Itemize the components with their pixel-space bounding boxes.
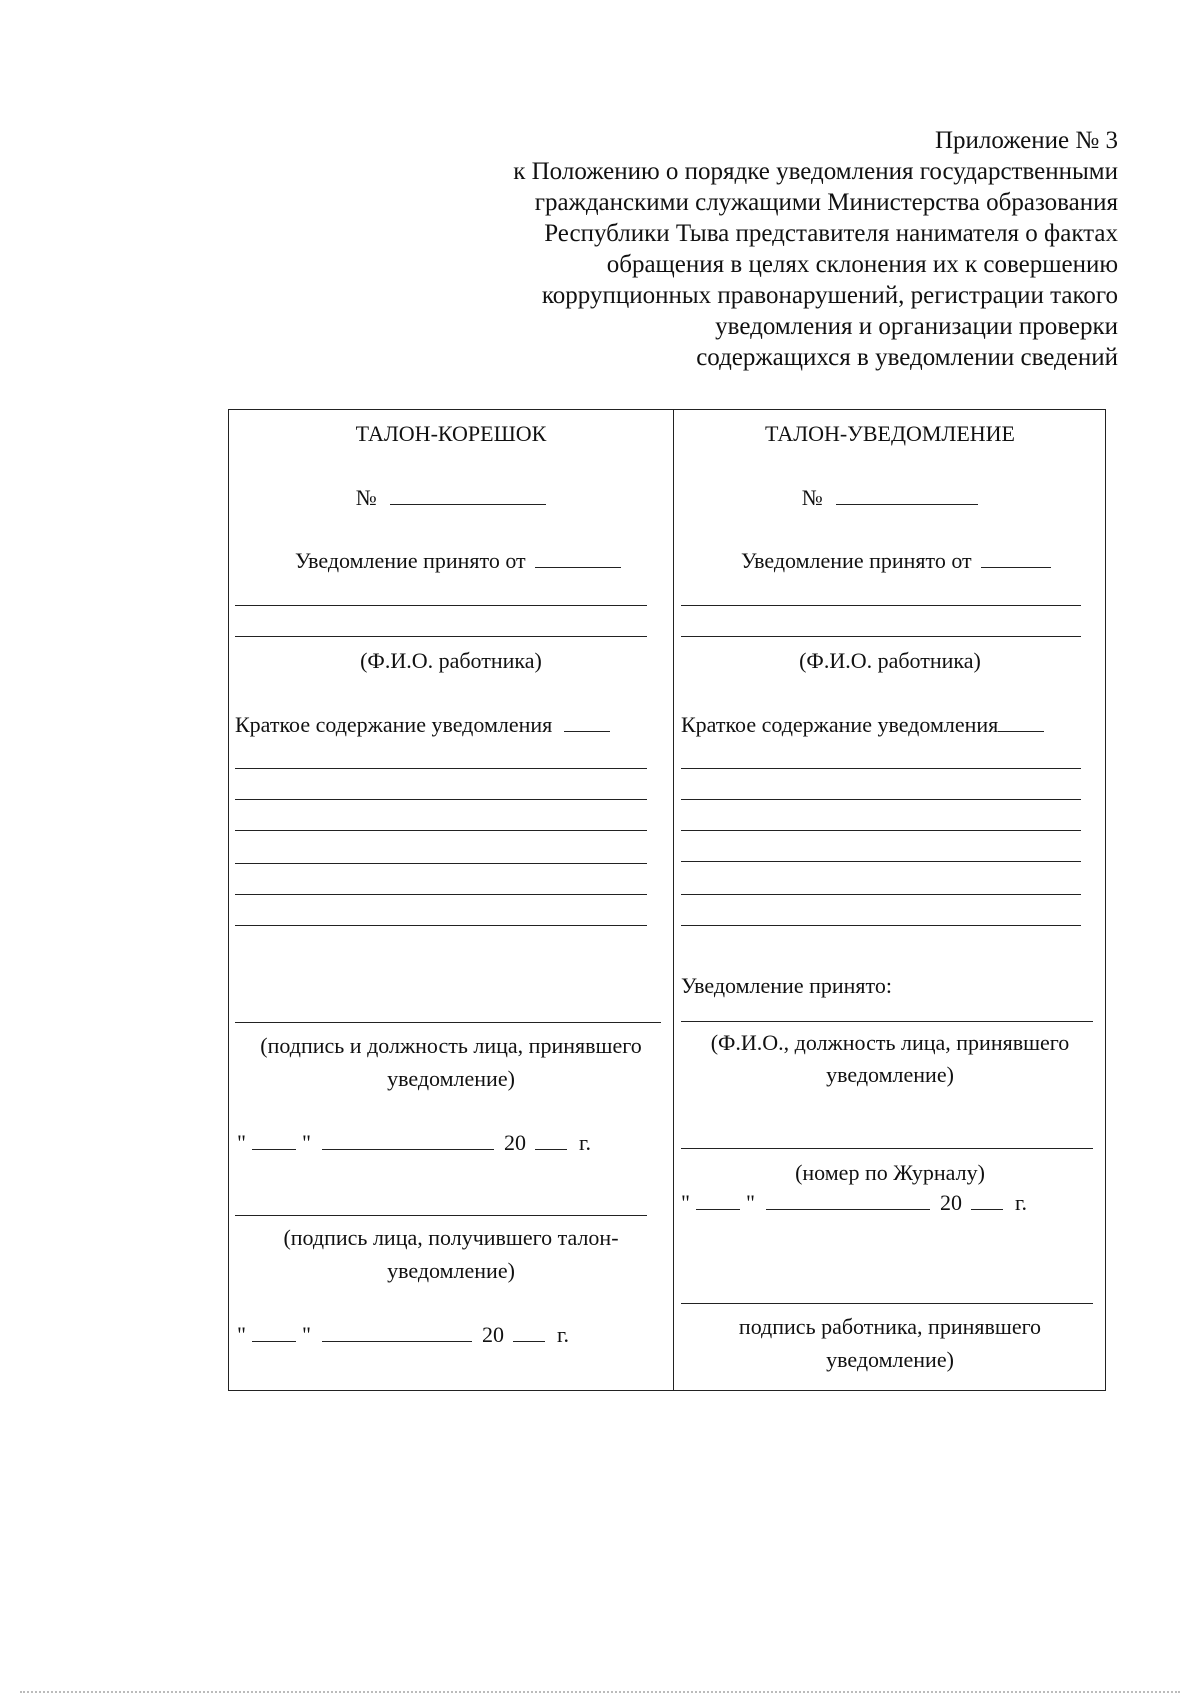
year-prefix: 20: [503, 1130, 526, 1155]
year-suffix: г.: [578, 1130, 592, 1155]
quote-close: ": [745, 1190, 755, 1215]
stub-received-label: Уведомление принято от: [295, 548, 526, 573]
appendix-title: Приложение № 3: [934, 127, 1118, 154]
stub-summary-line[interactable]: [235, 925, 647, 926]
stub-day-blank[interactable]: [252, 1129, 296, 1150]
stub-received-blank[interactable]: [535, 547, 621, 568]
notice-journal-caption: (номер по Журналу): [795, 1160, 985, 1185]
stub-date-row: [237, 1129, 591, 1156]
stub-summary-line[interactable]: [235, 894, 647, 895]
notice-number-row: [675, 484, 1105, 511]
stub-signature-caption: (подпись и должность лица, принявшего: [260, 1033, 642, 1058]
notice-accepted-caption: (Ф.И.О., должность лица, принявшего: [710, 1030, 1070, 1055]
notice-journal-line[interactable]: [681, 1148, 1093, 1149]
quote-open: ": [237, 1130, 246, 1155]
stub-summary-line[interactable]: [235, 830, 647, 831]
notice-received-label: Уведомление принято от: [741, 548, 972, 573]
stub-year-blank[interactable]: [535, 1129, 567, 1150]
number-sign: №: [355, 485, 377, 510]
appendix-line: обращения в целях склонения их к совершению: [606, 251, 1118, 278]
notice-summary-line[interactable]: [681, 799, 1081, 800]
stub-receiver-year-blank[interactable]: [513, 1321, 545, 1342]
notice-received-row: [741, 547, 1051, 574]
stub-column: [229, 410, 673, 1390]
coupon-form-table: [228, 409, 1106, 1391]
column-divider: [673, 410, 674, 1390]
year-prefix: 20: [939, 1190, 962, 1215]
notice-worker-caption: уведомление): [826, 1347, 954, 1372]
quote-close: ": [301, 1322, 311, 1347]
notice-month-blank[interactable]: [766, 1189, 930, 1210]
notice-summary-line[interactable]: [681, 861, 1081, 862]
quote-open: ": [681, 1190, 690, 1215]
number-sign: №: [801, 485, 823, 510]
appendix-line: Республики Тыва представителя нанимателя о фактах: [544, 220, 1118, 247]
quote-open: ": [237, 1322, 246, 1347]
stub-fio-caption: (Ф.И.О. работника): [360, 648, 542, 673]
stub-signature-caption: уведомление): [387, 1066, 515, 1091]
notice-accepted-line[interactable]: [681, 1021, 1093, 1022]
stub-summary-row: [235, 711, 610, 738]
appendix-line: коррупционных правонарушений, регистрации такого: [541, 282, 1118, 309]
stub-signature-line[interactable]: [235, 1022, 661, 1023]
appendix-line: содержащихся в уведомлении сведений: [696, 344, 1118, 371]
notice-date-row: [681, 1189, 1027, 1216]
stub-summary-line[interactable]: [235, 863, 647, 864]
stub-receiver-date-row: [237, 1321, 569, 1348]
stub-summary-blank[interactable]: [564, 711, 610, 732]
stub-title: ТАЛОН-КОРЕШОК: [355, 421, 547, 446]
notice-received-blank[interactable]: [981, 547, 1051, 568]
year-suffix: г.: [556, 1322, 570, 1347]
notice-summary-line[interactable]: [681, 894, 1081, 895]
stub-receiver-caption: уведомление): [387, 1258, 515, 1283]
notice-worker-caption: подпись работника, принявшего: [738, 1314, 1042, 1339]
notice-title: ТАЛОН-УВЕДОМЛЕНИЕ: [765, 421, 1015, 446]
notice-column: [675, 410, 1105, 1390]
notice-number-blank[interactable]: [836, 484, 978, 505]
notice-summary-line[interactable]: [681, 830, 1081, 831]
quote-close: ": [301, 1130, 311, 1155]
year-suffix: г.: [1014, 1190, 1028, 1215]
notice-year-blank[interactable]: [971, 1189, 1003, 1210]
notice-accepted-caption: уведомление): [826, 1062, 954, 1087]
notice-accepted-label: Уведомление принято:: [681, 973, 892, 998]
stub-summary-line[interactable]: [235, 799, 647, 800]
notice-fio-line[interactable]: [681, 605, 1081, 606]
stub-fio-line[interactable]: [235, 636, 647, 637]
notice-summary-row: [681, 711, 1044, 738]
stub-receiver-day-blank[interactable]: [252, 1321, 296, 1342]
stub-month-blank[interactable]: [322, 1129, 494, 1150]
appendix-line: гражданскими служащими Министерства образования: [534, 189, 1118, 216]
notice-summary-line[interactable]: [681, 768, 1081, 769]
notice-worker-sign-line[interactable]: [681, 1303, 1093, 1304]
stub-receiver-caption: (подпись лица, получившего талон-: [283, 1225, 619, 1250]
notice-summary-line[interactable]: [681, 925, 1081, 926]
scan-edge-dots: [20, 1691, 1180, 1693]
notice-day-blank[interactable]: [696, 1189, 740, 1210]
stub-receiver-sign-line[interactable]: [235, 1215, 647, 1216]
appendix-header: [418, 125, 1118, 373]
stub-fio-line[interactable]: [235, 605, 647, 606]
notice-fio-caption: (Ф.И.О. работника): [799, 648, 981, 673]
stub-summary-label: Краткое содержание уведомления: [235, 712, 553, 737]
notice-fio-line[interactable]: [681, 636, 1081, 637]
year-prefix: 20: [481, 1322, 504, 1347]
stub-receiver-month-blank[interactable]: [322, 1321, 472, 1342]
stub-number-blank[interactable]: [390, 484, 546, 505]
notice-summary-label: Краткое содержание уведомления: [681, 712, 999, 737]
stub-summary-line[interactable]: [235, 768, 647, 769]
appendix-line: уведомления и организации проверки: [715, 313, 1118, 340]
appendix-line: к Положению о порядке уведомления государственными: [513, 158, 1118, 185]
stub-received-row: [295, 547, 621, 574]
notice-summary-blank[interactable]: [998, 711, 1044, 732]
stub-number-row: [229, 484, 673, 511]
